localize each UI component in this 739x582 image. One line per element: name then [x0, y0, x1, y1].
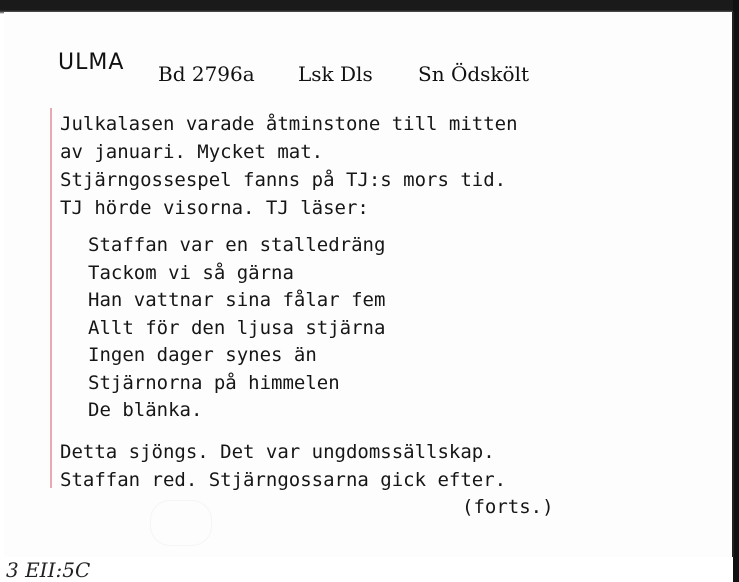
closing-line: Detta sjöngs. Det var ungdomssällskap.: [60, 441, 495, 463]
verse-line: Staffan var en stalledräng: [88, 234, 386, 256]
margin-line: [50, 108, 52, 488]
verse-line: De blänka.: [88, 399, 203, 421]
body-line: Julkalasen varade åtminstone till mitten: [60, 113, 518, 135]
body-line: TJ hörde visorna. TJ läser:: [60, 197, 369, 219]
verse-line: Allt för den ljusa stjärna: [88, 316, 386, 339]
body-text: [60, 110, 518, 222]
closing-line: Staffan red. Stjärngossarna gick efter.: [60, 469, 507, 491]
archive-name: ULMA: [58, 50, 125, 75]
continued-marker: (forts.): [462, 496, 554, 518]
faint-stamp-mark: [150, 500, 212, 546]
closing-text: [60, 438, 506, 494]
handwritten-note: 3 EII:5C: [6, 558, 91, 582]
verse-text: [88, 232, 385, 425]
verse-line: Stjärnorna på himmelen: [88, 371, 340, 394]
body-line: av januari. Mycket mat.: [60, 141, 324, 163]
verse-line: Han vattnar sina fålar fem: [88, 289, 386, 311]
volume-number: Bd 2796a: [158, 62, 255, 86]
parish-name: Sn Ödskölt: [418, 62, 529, 86]
verse-line: Tackom vi så gärna: [88, 261, 294, 284]
verse-line: Ingen dager synes än: [88, 344, 317, 366]
region-code: Lsk Dls: [298, 62, 373, 86]
body-line: Stjärngossespel fanns på TJ:s mors tid.: [60, 169, 507, 191]
